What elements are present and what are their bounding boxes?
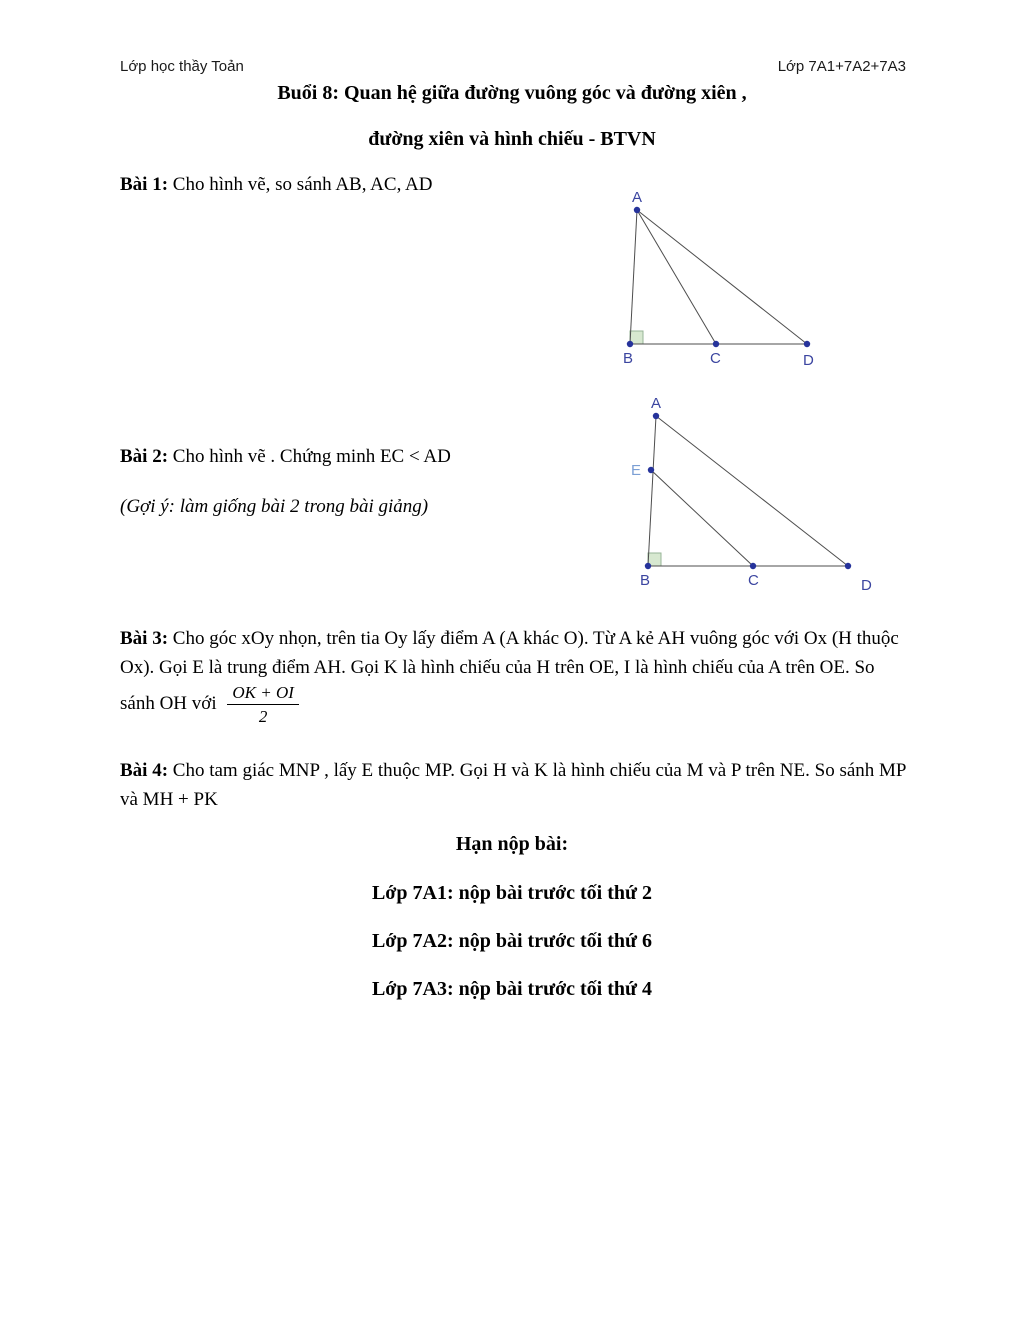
label-C: C [748, 572, 759, 589]
problem-1-text: Cho hình vẽ, so sánh AB, AC, AD [168, 174, 433, 195]
segment-EC [651, 470, 753, 566]
problem-3 [120, 624, 912, 728]
figure-1 [592, 190, 832, 380]
label-A: A [632, 190, 643, 206]
label-A: A [651, 398, 662, 412]
point-A [634, 207, 640, 213]
segment-AB [648, 416, 656, 566]
problem-4-label: Bài 4: [120, 760, 169, 781]
problem-4 [120, 756, 912, 814]
point-C [713, 341, 719, 347]
point-D [804, 341, 810, 347]
problem-3-label: Bài 3: [120, 628, 169, 649]
header-left-text: Lớp học thầy Toản [120, 58, 244, 75]
label-B: B [623, 350, 634, 367]
document-title-line2: đường xiên và hình chiếu - BTVN [368, 128, 656, 150]
fraction-denominator: 2 [258, 707, 268, 727]
page-header [120, 58, 906, 75]
problem-2-text: Cho hình vẽ . Chứng minh EC < AD [168, 446, 451, 467]
deadline-line-7a1: Lớp 7A1: nộp bài trước tối thứ 2 [371, 882, 653, 904]
label-D: D [803, 352, 814, 369]
fraction-numerator: OK + OI [227, 682, 299, 705]
point-C [750, 563, 756, 569]
problem-2-label: Bài 2: [120, 446, 169, 467]
fraction [227, 682, 299, 728]
point-B [627, 341, 633, 347]
point-A [653, 413, 659, 419]
point-D [845, 563, 851, 569]
figure-2 [618, 398, 883, 603]
document-title-line1: Buổi 8: Quan hệ giữa đường vuông góc và đường xiên , [277, 82, 747, 104]
deadline-section [0, 833, 1024, 1026]
problem-2-hint: (Gợi ý: làm giống bài 2 trong bài giảng) [120, 496, 429, 517]
problem-3-text: Cho góc xOy nhọn, trên tia Oy lấy điểm A (A khác O). Từ A kẻ AH vuông góc với Ox (H thuộc Ox). Gọi E là trung điểm AH. Gọi K là hình chiếu của H trên OE, I là hình chiếu của A trên OE. So sánh OH với [120, 628, 899, 715]
deadline-title: Hạn nộp bài: [455, 833, 569, 855]
segment-AB [630, 210, 637, 344]
segment-AC [637, 210, 716, 344]
deadline-line-7a3: Lớp 7A3: nộp bài trước tối thứ 4 [371, 978, 653, 1000]
point-E [648, 467, 654, 473]
segment-AD [637, 210, 807, 344]
deadline-line-7a2: Lớp 7A2: nộp bài trước tối thứ 6 [371, 930, 653, 952]
label-E: E [631, 462, 642, 479]
label-B: B [640, 572, 651, 589]
problem-1-label: Bài 1: [120, 174, 169, 195]
problem-4-text: Cho tam giác MNP , lấy E thuộc MP. Gọi H và K là hình chiếu của M và P trên NE. So sánh MP và MH + PK [120, 760, 906, 810]
label-C: C [710, 350, 721, 367]
point-B [645, 563, 651, 569]
segment-AD [656, 416, 848, 566]
header-right-text: Lớp 7A1+7A2+7A3 [777, 58, 906, 75]
label-D: D [861, 577, 872, 594]
